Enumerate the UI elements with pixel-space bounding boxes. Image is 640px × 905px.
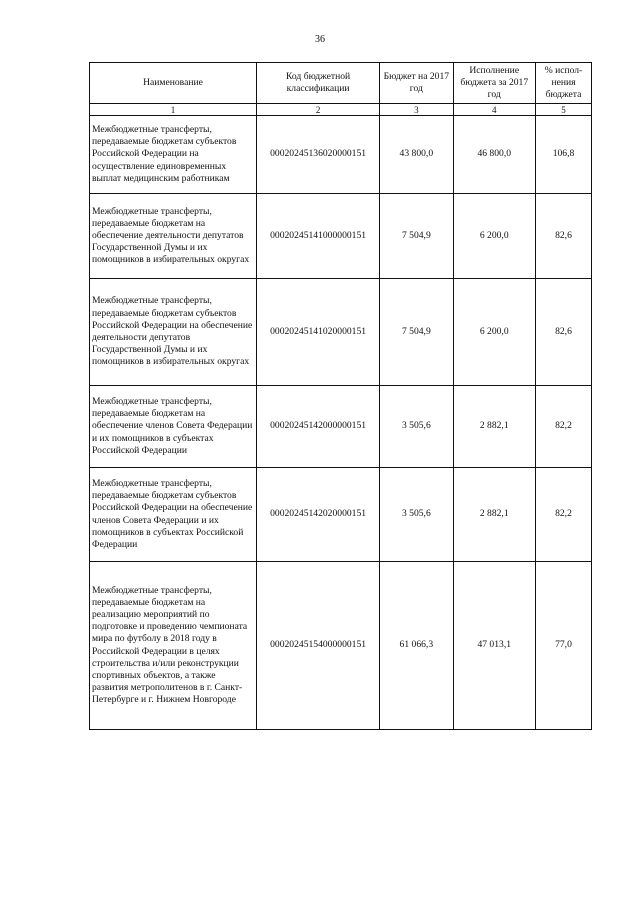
- row-name: Межбюджетные трансферты, передаваемые бюджетам субъектов Российской Федерации на осуществление единовременных выплат медицинским работникам: [90, 116, 257, 194]
- row-code: 00020245142020000151: [256, 468, 379, 562]
- row-budget: 3 505,6: [380, 386, 453, 468]
- column-number: 1: [90, 104, 257, 116]
- row-execution: 46 800,0: [453, 116, 535, 194]
- table-row: [90, 279, 592, 386]
- row-percent: 106,8: [535, 116, 591, 194]
- column-number: 3: [380, 104, 453, 116]
- row-budget: 7 504,9: [380, 194, 453, 279]
- row-code: 00020245136020000151: [256, 116, 379, 194]
- table-row: [90, 116, 592, 194]
- row-code: 00020245154000000151: [256, 562, 379, 730]
- row-percent: 82,2: [535, 386, 591, 468]
- column-number: 5: [535, 104, 591, 116]
- row-code: 00020245141000000151: [256, 194, 379, 279]
- row-execution: 6 200,0: [453, 279, 535, 386]
- column-number: 4: [453, 104, 535, 116]
- budget-table: [89, 62, 592, 730]
- row-execution: 2 882,1: [453, 468, 535, 562]
- table-row: [90, 194, 592, 279]
- header-execution: Исполнение бюджета за 2017 год: [453, 63, 535, 104]
- row-code: 00020245141020000151: [256, 279, 379, 386]
- row-percent: 77,0: [535, 562, 591, 730]
- row-name: Межбюджетные трансферты, передаваемые бюджетам на обеспечение членов Совета Федерации и их помощников в субъектах Российской Федерации: [90, 386, 257, 468]
- header-code: Код бюджетной классификации: [256, 63, 379, 104]
- row-percent: 82,6: [535, 194, 591, 279]
- table-row: [90, 562, 592, 730]
- row-execution: 6 200,0: [453, 194, 535, 279]
- row-percent: 82,2: [535, 468, 591, 562]
- row-code: 00020245142000000151: [256, 386, 379, 468]
- row-budget: 3 505,6: [380, 468, 453, 562]
- table-row: [90, 386, 592, 468]
- page-number: 36: [315, 34, 325, 45]
- row-percent: 82,6: [535, 279, 591, 386]
- row-execution: 2 882,1: [453, 386, 535, 468]
- row-budget: 43 800,0: [380, 116, 453, 194]
- row-name: Межбюджетные трансферты, передаваемые бюджетам на реализацию мероприятий по подготовке и проведению чемпионата мира по футболу в 2018 году в Российской Федерации в целях строительства и/или реконструкции спортивных объектов, а также развития метрополитенов в г. Санкт-Петербурге и г. Нижнем Новгороде: [90, 562, 257, 730]
- column-number-row: [90, 104, 592, 116]
- row-execution: 47 013,1: [453, 562, 535, 730]
- row-name: Межбюджетные трансферты, передаваемые бюджетам субъектов Российской Федерации на обеспечение членов Совета Федерации и их помощников в субъектах Российской Федерации: [90, 468, 257, 562]
- column-number: 2: [256, 104, 379, 116]
- row-budget: 7 504,9: [380, 279, 453, 386]
- table-row: [90, 468, 592, 562]
- row-name: Межбюджетные трансферты, передаваемые бюджетам на обеспечение деятельности депутатов Государственной Думы и их помощников в избирательных округах: [90, 194, 257, 279]
- header-budget: Бюджет на 2017 год: [380, 63, 453, 104]
- row-name: Межбюджетные трансферты, передаваемые бюджетам субъектов Российской Федерации на обеспечение деятельности депутатов Государственной Думы и их помощников в избирательных округах: [90, 279, 257, 386]
- header-percent: % испол-нения бюджета: [535, 63, 591, 104]
- table-header-row: [90, 63, 592, 104]
- row-budget: 61 066,3: [380, 562, 453, 730]
- header-name: Наименование: [90, 63, 257, 104]
